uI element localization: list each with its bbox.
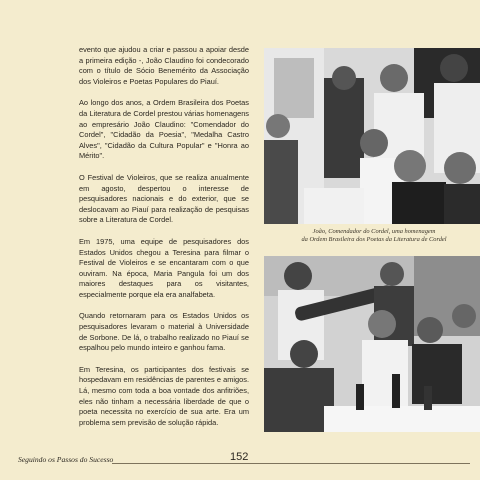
paragraph: evento que ajudou a criar e passou a apoiar desde a primeira edição -, João Claudino foi condecorado com o título de Sócio Benemérito da Associação dos Violeiros e Poetas Populares do Piauí. — [79, 45, 249, 86]
caption-line: João, Comendador do Cordel, uma homenagem — [312, 228, 436, 235]
photo-festival-gathering — [264, 256, 480, 432]
paragraph: O Festival de Violeiros, que se realiza anualmente em agosto, despertou o interesse de pesquisadores nacionais e do exterior, que se deslocavam ao Piauí para realização de pesquisas sobre a Literatura de Cordel. — [79, 172, 249, 225]
paragraph: Em 1975, uma equipe de pesquisadores dos Estados Unidos chegou a Teresina para filmar o Festival de Violeiros e se encantaram com o que ouviram. Na época, Maria Pangula foi um dos maiores destaques para os visitantes, especialmente porque ela era analfabeta. — [79, 236, 249, 299]
photo-homage-ceremony — [264, 48, 480, 224]
caption-line: da Ordem Brasileira dos Poetas da Literatura de Cordel — [301, 236, 447, 244]
footer-rule — [112, 463, 470, 464]
footer-book-title: Seguindo os Passos do Sucesso — [18, 455, 114, 464]
body-text-column — [79, 45, 249, 439]
photo-caption — [268, 228, 480, 245]
page-number: 152 — [230, 451, 249, 463]
paragraph: Quando retornaram para os Estados Unidos os pesquisadores levaram o material à Universidade de Sorbone. De lá, o trabalho realizado no Piauí se espalhou pelo mundo inteiro e ganhou fama. — [79, 311, 249, 353]
paragraph: Ao longo dos anos, a Ordem Brasileira dos Poetas da Literatura de Cordel prestou várias homenagens ao empresário João Claudino: "Comendador do Cordel", "Cidadão da Poesia", "Medalha Castro Alves", "Cidadão da Cultura Popular" e "Honra ao Mérito". — [79, 98, 249, 161]
paragraph: Em Teresina, os participantes dos festivais se hospedavam em residências de parentes e amigos. Lá, mesmo com toda a boa vontade dos anfitriões, eles não tinham a necessária liberdade de que o poeta necessita no exercício de sua arte. Era um problema sem previsão de solução rápida. — [79, 364, 249, 427]
